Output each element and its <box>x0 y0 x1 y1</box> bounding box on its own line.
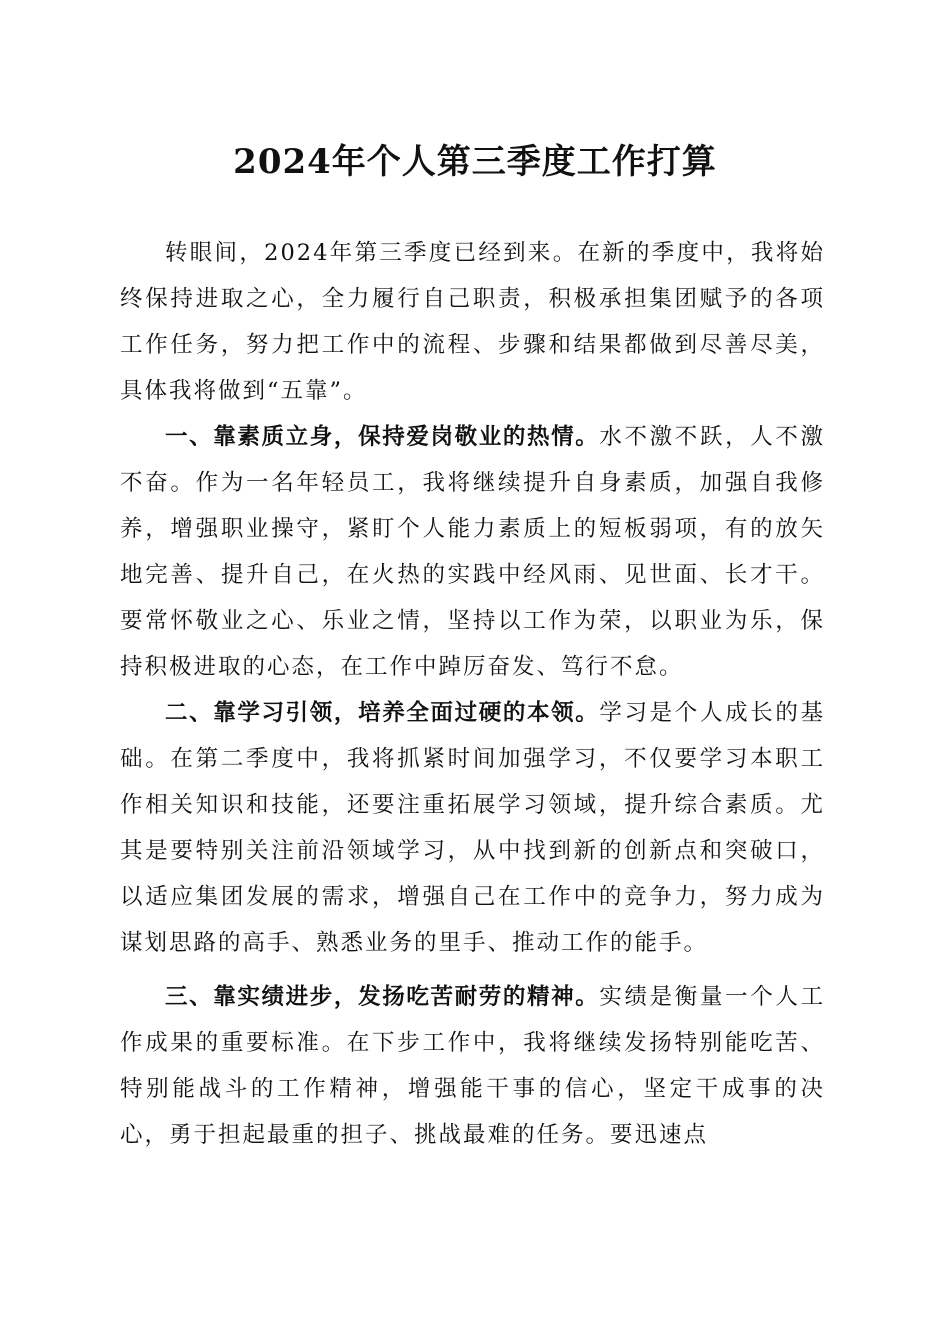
section-heading-2: 二、靠学习引领，培养全面过硬的本领。 <box>165 700 600 726</box>
section-text-2: 学习是个人成长的基础。在第二季度中，我将抓紧时间加强学习，不仅要学习本职工作相关知识和技能，还要注重拓展学习领域，提升综合素质。尤其是要特别关注前沿领域学习，从中找到新的创新点和突破口，以适应集团发展的需求，增强自己在工作中的竞争力，努力成为谋划思路的高手、熟悉业务的里手、推动工作的能手。 <box>120 700 825 956</box>
intro-paragraph: 转眼间，2024年第三季度已经到来。在新的季度中，我将始终保持进取之心，全力履行自己职责，积极承担集团赋予的各项工作任务，努力把工作中的流程、步骤和结果都做到尽善尽美，具体我将做到“五靠”。 <box>120 240 825 404</box>
section-paragraph-2 <box>120 690 825 966</box>
section-text-3: 实绩是衡量一个人工作成果的重要标准。在下步工作中，我将继续发扬特别能吃苦、特别能战斗的工作精神，增强能干事的信心，坚定干成事的决心，勇于担起最重的担子、挑战最难的任务。要迅速点 <box>120 984 825 1148</box>
section-paragraph-3 <box>120 974 825 1158</box>
document-title: 2024年个人第三季度工作打算 <box>233 142 717 182</box>
document-body <box>120 230 825 1158</box>
section-heading-1: 一、靠素质立身，保持爱岗敬业的热情。 <box>165 424 600 450</box>
section-heading-3: 三、靠实绩进步，发扬吃苦耐劳的精神。 <box>165 984 600 1010</box>
section-paragraph-1 <box>120 414 825 690</box>
section-text-1: 水不激不跃，人不激不奋。作为一名年轻员工，我将继续提升自身素质，加强自我修养，增强职业操守，紧盯个人能力素质上的短板弱项，有的放矢地完善、提升自己，在火热的实践中经风雨、见世面、长才干。要常怀敬业之心、乐业之情，坚持以工作为荣，以职业为乐，保持积极进取的心态，在工作中踔厉奋发、笃行不怠。 <box>120 424 825 680</box>
